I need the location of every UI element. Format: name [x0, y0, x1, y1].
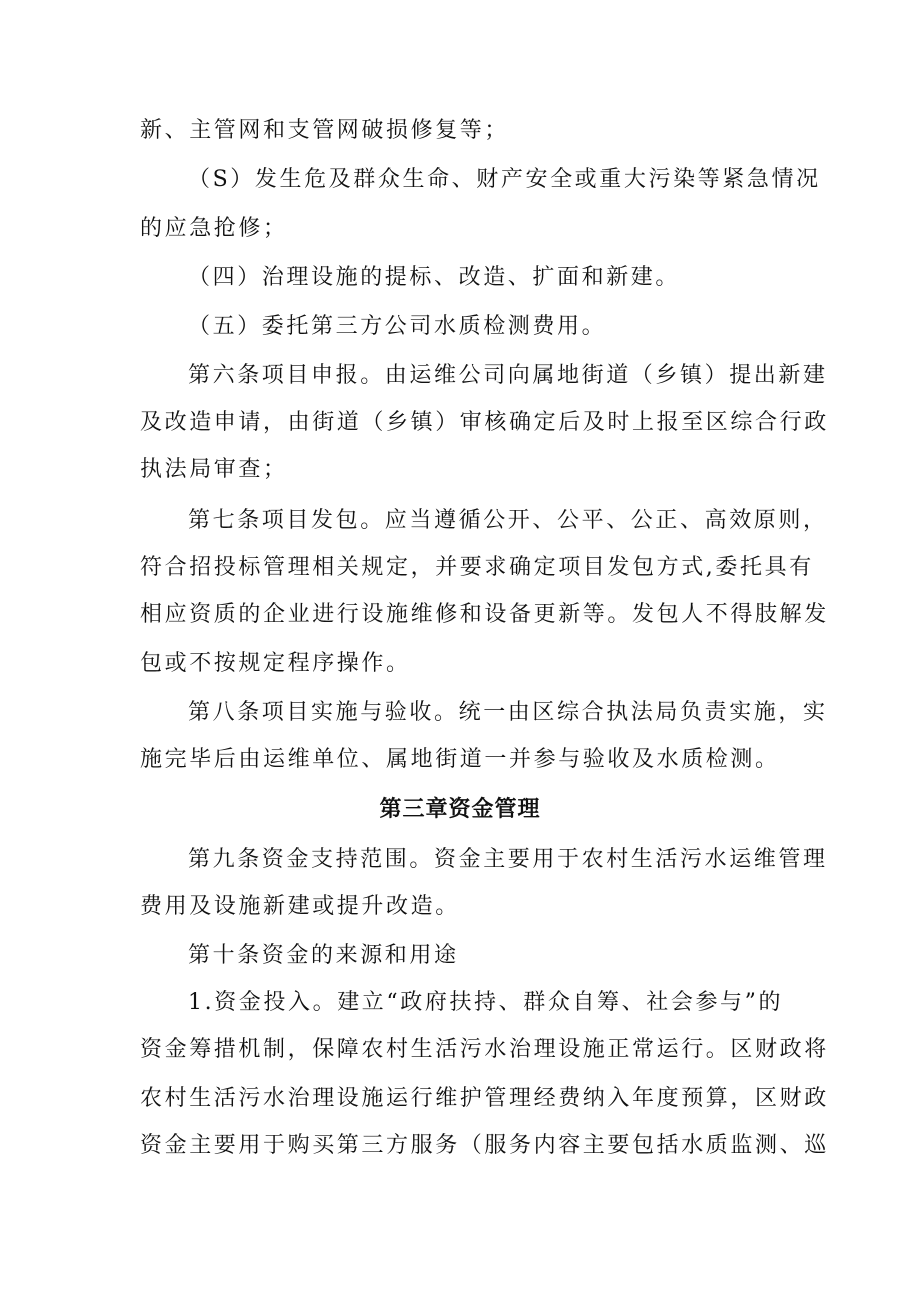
text-line: 第十条资金的来源和用途	[188, 943, 459, 968]
text-line: 第七条项目发包。应当遵循公开、公平、公正、高效原则，	[188, 508, 828, 533]
text-line: 的应急抢修；	[140, 216, 288, 241]
text-line: 及改造申请，由街道（乡镇）审核确定后及时上报至区综合行政	[140, 410, 829, 435]
text-line: 农村生活污水治理设施运行维护管理经费纳入年度预算，区财政	[140, 1086, 829, 1111]
text-line: 第六条项目申报。由运维公司向属地街道（乡镇）提出新建	[188, 363, 828, 388]
text-line: 符合招投标管理相关规定，并要求确定项目发包方式,委托具有	[140, 555, 814, 580]
text-line: （四）治理设施的提标、改造、扩面和新建。	[188, 265, 681, 290]
text-line: 新、主管网和支管网破损修复等；	[140, 118, 510, 143]
text-line: 1.资金投入。建立“政府扶持、群众自筹、社会参与”的	[188, 990, 784, 1015]
text-line: 资金主要用于购买第三方服务（服务内容主要包括水质监测、巡	[140, 1133, 829, 1158]
text-line: （五）委托第三方公司水质检测费用。	[188, 314, 607, 339]
chapter-heading: 第三章资金管理	[379, 797, 541, 822]
text-line: 第八条项目实施与验收。统一由区综合执法局负责实施，实	[188, 700, 828, 725]
text-line: 执法局审查；	[140, 457, 288, 482]
text-line: （S）发生危及群众生命、财产安全或重大污染等紧急情况	[188, 167, 821, 192]
text-line: 包或不按规定程序操作。	[140, 651, 411, 676]
text-line: 相应资质的企业进行设施维修和设备更新等。发包人不得肢解发	[140, 602, 829, 627]
text-line: 第九条资金支持范围。资金主要用于农村生活污水运维管理	[188, 847, 828, 872]
text-line: 资金筹措机制，保障农村生活污水治理设施正常运行。区财政将	[140, 1037, 829, 1062]
text-line: 费用及设施新建或提升改造。	[140, 894, 460, 919]
text-line: 施完毕后由运维单位、属地街道一并参与验收及水质检测。	[140, 747, 780, 772]
